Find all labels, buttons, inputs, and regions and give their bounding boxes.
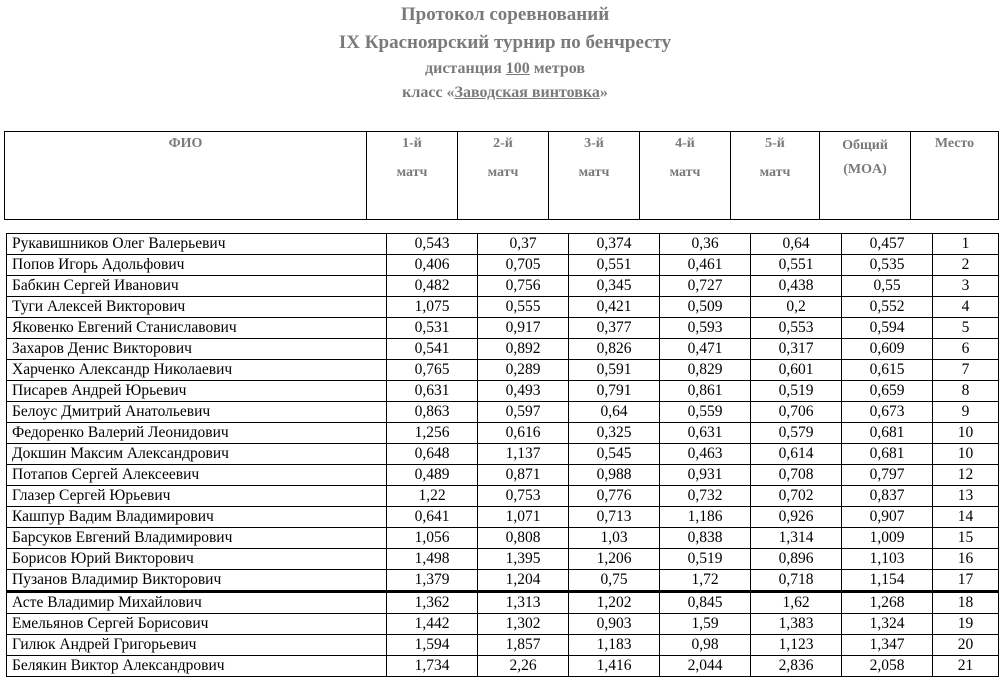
table-row bbox=[7, 444, 999, 465]
match-2-result: 0,808 bbox=[478, 528, 569, 549]
table-row bbox=[7, 360, 999, 381]
match-3-result: 0,551 bbox=[569, 255, 660, 276]
match-3-result: 1,03 bbox=[569, 528, 660, 549]
participant-name: Белоус Дмитрий Анатольевич bbox=[7, 402, 387, 423]
place: 5 bbox=[933, 318, 999, 339]
match-4-result: 0,559 bbox=[660, 402, 751, 423]
header-total: Общий (MOA) bbox=[820, 132, 911, 220]
participant-name: Барсуков Евгений Владимирович bbox=[7, 528, 387, 549]
header-match-2: 2-й матч bbox=[458, 132, 549, 220]
match-1-result: 1,056 bbox=[387, 528, 478, 549]
participant-name: Рукавишников Олег Валерьевич bbox=[7, 234, 387, 255]
match-3-result: 0,421 bbox=[569, 297, 660, 318]
table-row bbox=[7, 549, 999, 570]
match-4-result: 0,838 bbox=[660, 528, 751, 549]
table-row bbox=[7, 276, 999, 297]
table-row bbox=[7, 423, 999, 444]
total-moa: 0,659 bbox=[842, 381, 933, 402]
match-1-result: 0,863 bbox=[387, 402, 478, 423]
total-moa: 0,907 bbox=[842, 507, 933, 528]
match-4-result: 1,59 bbox=[660, 614, 751, 635]
match-3-result: 0,374 bbox=[569, 234, 660, 255]
place: 15 bbox=[933, 528, 999, 549]
match-5-result: 0,579 bbox=[751, 423, 842, 444]
match-2-result: 0,555 bbox=[478, 297, 569, 318]
match-2-result: 0,753 bbox=[478, 486, 569, 507]
class-suffix: » bbox=[599, 84, 608, 101]
table-row bbox=[7, 339, 999, 360]
total-moa: 0,797 bbox=[842, 465, 933, 486]
match-4-result: 0,509 bbox=[660, 297, 751, 318]
total-moa: 1,103 bbox=[842, 549, 933, 570]
header-match-5: 5-й матч bbox=[731, 132, 820, 220]
match-3-result: 0,826 bbox=[569, 339, 660, 360]
match-3-result: 0,591 bbox=[569, 360, 660, 381]
table-row bbox=[7, 592, 999, 614]
table-row bbox=[7, 486, 999, 507]
match-3-result: 0,545 bbox=[569, 444, 660, 465]
match-4-result: 1,186 bbox=[660, 507, 751, 528]
match-5-result: 0,553 bbox=[751, 318, 842, 339]
table-row bbox=[7, 381, 999, 402]
distance-value: 100 bbox=[505, 60, 530, 77]
total-moa: 1,324 bbox=[842, 614, 933, 635]
class-line bbox=[0, 84, 1000, 102]
participant-name: Захаров Денис Викторович bbox=[7, 339, 387, 360]
place: 16 bbox=[933, 549, 999, 570]
total-moa: 0,552 bbox=[842, 297, 933, 318]
match-2-result: 1,857 bbox=[478, 635, 569, 656]
place: 18 bbox=[933, 592, 999, 614]
class-prefix: класс « bbox=[402, 84, 455, 101]
place: 2 bbox=[933, 255, 999, 276]
place: 10 bbox=[933, 423, 999, 444]
match-1-result: 1,594 bbox=[387, 635, 478, 656]
match-5-result: 0,896 bbox=[751, 549, 842, 570]
match-2-result: 0,597 bbox=[478, 402, 569, 423]
match-2-result: 0,756 bbox=[478, 276, 569, 297]
match-1-result: 1,075 bbox=[387, 297, 478, 318]
match-4-result: 0,931 bbox=[660, 465, 751, 486]
participant-name: Харченко Александр Николаевич bbox=[7, 360, 387, 381]
table-row bbox=[7, 402, 999, 423]
match-1-result: 1,22 bbox=[387, 486, 478, 507]
match-2-result: 0,892 bbox=[478, 339, 569, 360]
match-2-result: 1,204 bbox=[478, 570, 569, 592]
participant-name: Докшин Максим Александрович bbox=[7, 444, 387, 465]
match-4-result: 0,593 bbox=[660, 318, 751, 339]
place: 7 bbox=[933, 360, 999, 381]
match-5-result: 0,708 bbox=[751, 465, 842, 486]
distance-suffix: метров bbox=[533, 60, 585, 77]
document-title: Протокол соревнований bbox=[400, 4, 610, 25]
match-5-result: 0,551 bbox=[751, 255, 842, 276]
results-table-header bbox=[4, 131, 999, 220]
match-1-result: 1,256 bbox=[387, 423, 478, 444]
match-5-result: 1,62 bbox=[751, 592, 842, 614]
match-4-result: 0,98 bbox=[660, 635, 751, 656]
participant-name: Бабкин Сергей Иванович bbox=[7, 276, 387, 297]
participant-name: Пузанов Владимир Викторович bbox=[7, 570, 387, 592]
match-4-result: 0,36 bbox=[660, 234, 751, 255]
match-4-result: 0,463 bbox=[660, 444, 751, 465]
match-5-result: 0,519 bbox=[751, 381, 842, 402]
participant-name: Емельянов Сергей Борисович bbox=[7, 614, 387, 635]
match-5-result: 0,601 bbox=[751, 360, 842, 381]
participant-name: Асте Владимир Михайлович bbox=[7, 592, 387, 614]
match-2-result: 0,616 bbox=[478, 423, 569, 444]
match-5-result: 2,836 bbox=[751, 656, 842, 677]
participant-name: Туги Алексей Викторович bbox=[7, 297, 387, 318]
match-1-result: 0,489 bbox=[387, 465, 478, 486]
match-1-result: 1,498 bbox=[387, 549, 478, 570]
match-4-result: 0,732 bbox=[660, 486, 751, 507]
total-moa: 1,347 bbox=[842, 635, 933, 656]
match-4-result: 0,829 bbox=[660, 360, 751, 381]
participant-name: Гилюк Андрей Григорьевич bbox=[7, 635, 387, 656]
total-moa: 0,535 bbox=[842, 255, 933, 276]
total-moa: 0,594 bbox=[842, 318, 933, 339]
table-row bbox=[7, 297, 999, 318]
match-4-result: 2,044 bbox=[660, 656, 751, 677]
total-moa: 0,457 bbox=[842, 234, 933, 255]
match-5-result: 0,718 bbox=[751, 570, 842, 592]
match-4-result: 0,845 bbox=[660, 592, 751, 614]
match-1-result: 0,482 bbox=[387, 276, 478, 297]
total-moa: 0,55 bbox=[842, 276, 933, 297]
match-5-result: 0,2 bbox=[751, 297, 842, 318]
match-5-result: 1,123 bbox=[751, 635, 842, 656]
participant-name: Попов Игорь Адольфович bbox=[7, 255, 387, 276]
total-moa: 1,009 bbox=[842, 528, 933, 549]
table-row bbox=[7, 255, 999, 276]
match-4-result: 1,72 bbox=[660, 570, 751, 592]
match-1-result: 1,734 bbox=[387, 656, 478, 677]
match-3-result: 0,791 bbox=[569, 381, 660, 402]
match-4-result: 0,861 bbox=[660, 381, 751, 402]
match-1-result: 0,641 bbox=[387, 507, 478, 528]
match-5-result: 0,614 bbox=[751, 444, 842, 465]
table-row bbox=[7, 570, 999, 592]
match-2-result: 1,137 bbox=[478, 444, 569, 465]
match-2-result: 1,302 bbox=[478, 614, 569, 635]
match-3-result: 0,776 bbox=[569, 486, 660, 507]
participant-name: Глазер Сергей Юрьевич bbox=[7, 486, 387, 507]
total-moa: 0,681 bbox=[842, 444, 933, 465]
match-5-result: 1,314 bbox=[751, 528, 842, 549]
place: 6 bbox=[933, 339, 999, 360]
total-moa: 0,681 bbox=[842, 423, 933, 444]
match-1-result: 0,765 bbox=[387, 360, 478, 381]
match-4-result: 0,519 bbox=[660, 549, 751, 570]
distance-line bbox=[0, 60, 1000, 78]
match-3-result: 0,903 bbox=[569, 614, 660, 635]
place: 1 bbox=[933, 234, 999, 255]
place: 14 bbox=[933, 507, 999, 528]
match-4-result: 0,471 bbox=[660, 339, 751, 360]
tournament-title: IX Красноярский турнир по бенчресту bbox=[338, 32, 672, 53]
place: 21 bbox=[933, 656, 999, 677]
table-row bbox=[7, 528, 999, 549]
total-moa: 0,837 bbox=[842, 486, 933, 507]
participant-name: Федоренко Валерий Леонидович bbox=[7, 423, 387, 444]
match-2-result: 0,705 bbox=[478, 255, 569, 276]
match-1-result: 0,406 bbox=[387, 255, 478, 276]
match-1-result: 0,543 bbox=[387, 234, 478, 255]
place: 4 bbox=[933, 297, 999, 318]
match-3-result: 1,416 bbox=[569, 656, 660, 677]
place: 8 bbox=[933, 381, 999, 402]
participant-name: Яковенко Евгений Станиславович bbox=[7, 318, 387, 339]
match-5-result: 0,64 bbox=[751, 234, 842, 255]
total-moa: 0,673 bbox=[842, 402, 933, 423]
match-3-result: 1,206 bbox=[569, 549, 660, 570]
table-row bbox=[7, 507, 999, 528]
participant-name: Кашпур Вадим Владимирович bbox=[7, 507, 387, 528]
table-row bbox=[7, 318, 999, 339]
match-3-result: 0,988 bbox=[569, 465, 660, 486]
table-row bbox=[7, 234, 999, 255]
match-3-result: 1,202 bbox=[569, 592, 660, 614]
participant-name: Писарев Андрей Юрьевич bbox=[7, 381, 387, 402]
match-3-result: 0,713 bbox=[569, 507, 660, 528]
match-2-result: 1,395 bbox=[478, 549, 569, 570]
results-table bbox=[6, 233, 999, 677]
header-place: Место bbox=[911, 132, 999, 220]
match-1-result: 1,379 bbox=[387, 570, 478, 592]
participant-name: Борисов Юрий Викторович bbox=[7, 549, 387, 570]
total-moa: 0,609 bbox=[842, 339, 933, 360]
match-1-result: 1,362 bbox=[387, 592, 478, 614]
match-3-result: 0,64 bbox=[569, 402, 660, 423]
match-4-result: 0,631 bbox=[660, 423, 751, 444]
match-5-result: 0,317 bbox=[751, 339, 842, 360]
table-row bbox=[7, 656, 999, 677]
table-row bbox=[7, 635, 999, 656]
place: 12 bbox=[933, 465, 999, 486]
table-row bbox=[7, 465, 999, 486]
place: 9 bbox=[933, 402, 999, 423]
total-moa: 2,058 bbox=[842, 656, 933, 677]
match-4-result: 0,727 bbox=[660, 276, 751, 297]
match-3-result: 0,377 bbox=[569, 318, 660, 339]
match-2-result: 1,071 bbox=[478, 507, 569, 528]
class-value: Заводская винтовка bbox=[454, 84, 600, 101]
match-3-result: 0,325 bbox=[569, 423, 660, 444]
header-match-3: 3-й матч bbox=[549, 132, 640, 220]
place: 3 bbox=[933, 276, 999, 297]
match-2-result: 0,871 bbox=[478, 465, 569, 486]
table-row bbox=[7, 614, 999, 635]
match-1-result: 1,442 bbox=[387, 614, 478, 635]
match-1-result: 0,531 bbox=[387, 318, 478, 339]
match-2-result: 0,917 bbox=[478, 318, 569, 339]
header-match-4: 4-й матч bbox=[640, 132, 731, 220]
place: 10 bbox=[933, 444, 999, 465]
place: 20 bbox=[933, 635, 999, 656]
place: 19 bbox=[933, 614, 999, 635]
participant-name: Белякин Виктор Александрович bbox=[7, 656, 387, 677]
match-2-result: 0,37 bbox=[478, 234, 569, 255]
header-match-1: 1-й матч bbox=[367, 132, 458, 220]
match-3-result: 0,75 bbox=[569, 570, 660, 592]
match-5-result: 0,926 bbox=[751, 507, 842, 528]
match-3-result: 0,345 bbox=[569, 276, 660, 297]
match-1-result: 0,648 bbox=[387, 444, 478, 465]
distance-prefix: дистанция bbox=[425, 60, 502, 77]
match-5-result: 0,702 bbox=[751, 486, 842, 507]
place: 13 bbox=[933, 486, 999, 507]
match-5-result: 1,383 bbox=[751, 614, 842, 635]
match-1-result: 0,541 bbox=[387, 339, 478, 360]
place: 17 bbox=[933, 570, 999, 592]
total-moa: 0,615 bbox=[842, 360, 933, 381]
total-moa: 1,154 bbox=[842, 570, 933, 592]
match-5-result: 0,706 bbox=[751, 402, 842, 423]
match-2-result: 1,313 bbox=[478, 592, 569, 614]
match-4-result: 0,461 bbox=[660, 255, 751, 276]
match-3-result: 1,183 bbox=[569, 635, 660, 656]
match-2-result: 0,493 bbox=[478, 381, 569, 402]
match-2-result: 2,26 bbox=[478, 656, 569, 677]
match-2-result: 0,289 bbox=[478, 360, 569, 381]
participant-name: Потапов Сергей Алексеевич bbox=[7, 465, 387, 486]
match-5-result: 0,438 bbox=[751, 276, 842, 297]
match-1-result: 0,631 bbox=[387, 381, 478, 402]
header-name: ФИО bbox=[5, 132, 367, 220]
total-moa: 1,268 bbox=[842, 592, 933, 614]
